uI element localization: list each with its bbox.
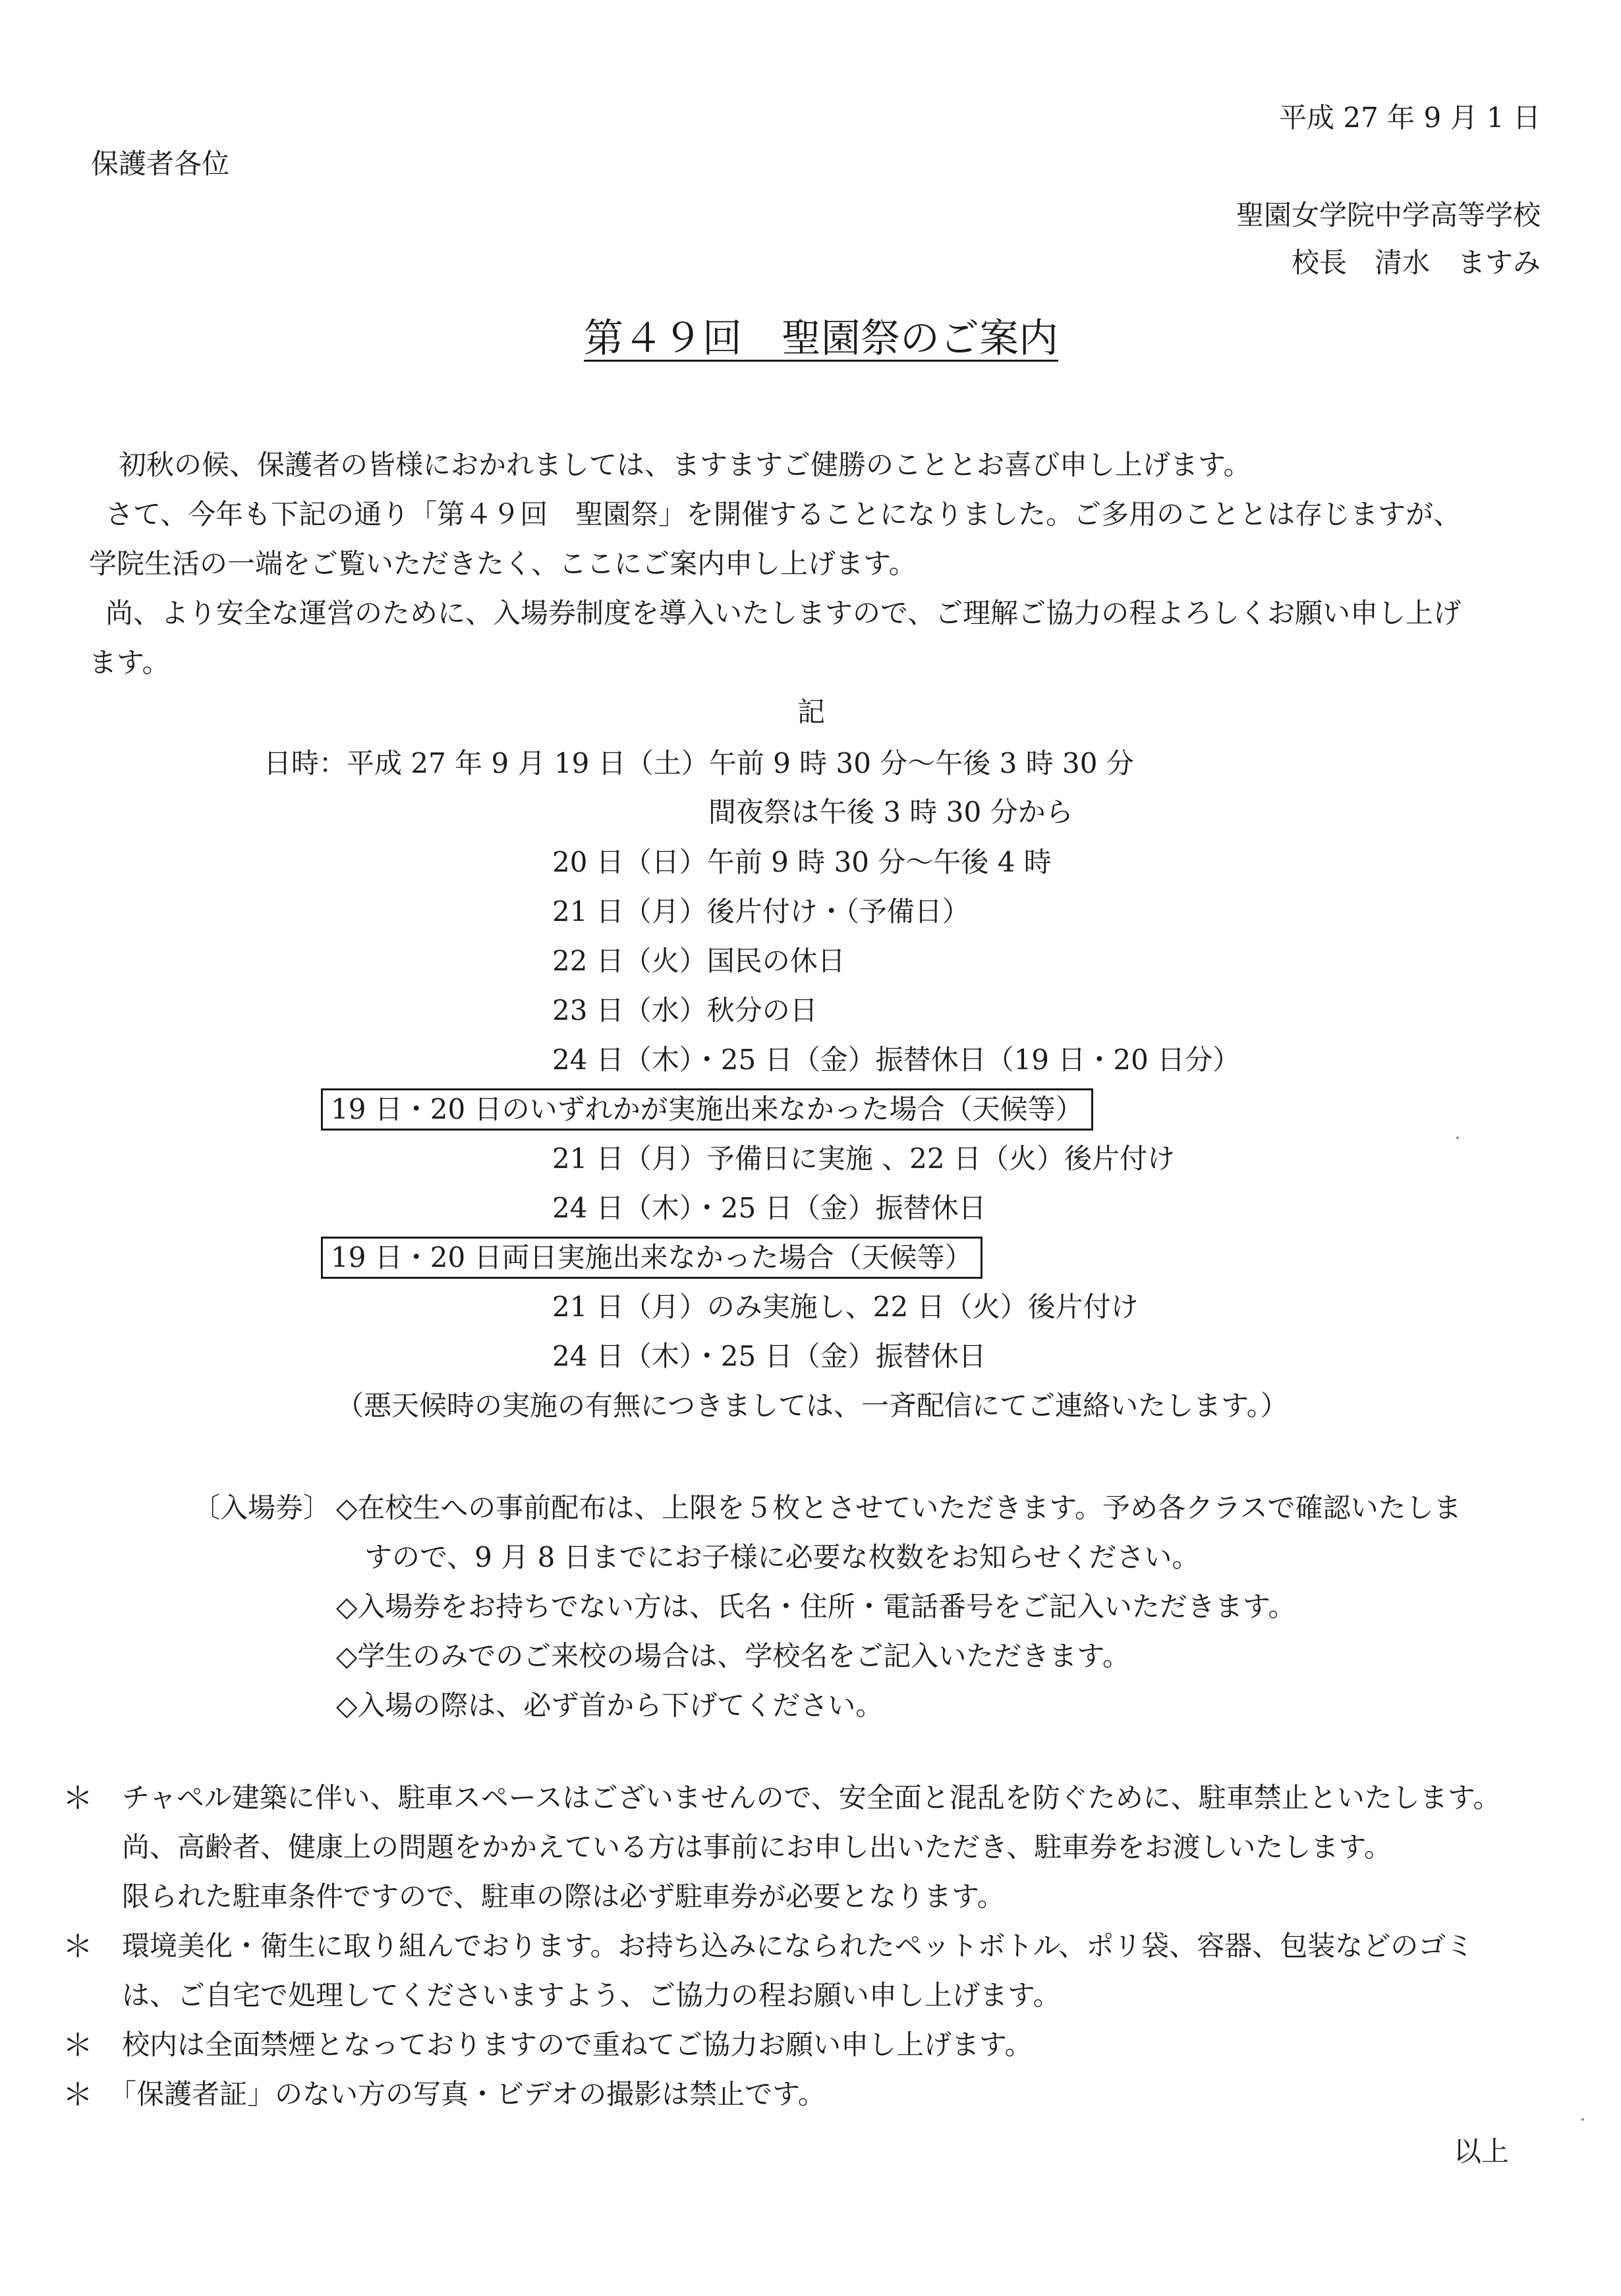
note-bullet-1: ＊ — [63, 1780, 93, 1816]
schedule-day-24-25: 24 日（木）・25 日（金）振替休日（19 日・20 日分） — [552, 1044, 1241, 1076]
schedule-day-23: 23 日（水）秋分の日 — [552, 994, 818, 1026]
note-4: 「保護者証」のない方の写真・ビデオの撮影は禁止です。 — [109, 2078, 826, 2110]
note-bullet-4: ＊ — [63, 2077, 93, 2112]
intro-paragraph-2-line-1: さて、今年も下記の通り「第４９回 聖園祭」を開催することになりました。ご多用のこととは存じますが、 — [105, 498, 1462, 530]
schedule-date-line: 日時：平成 27 年 9 月 19 日（土）午前 9 時 30 分～午後 3 時 30 分 — [264, 747, 1134, 779]
contingency-one-day-line-1: 21 日（月）予備日に実施 、22 日（火）後片付け — [552, 1142, 1175, 1175]
contingency-both-days-line-2: 24 日（木）・25 日（金）振替休日 — [552, 1340, 986, 1372]
scan-speck — [1456, 1136, 1459, 1139]
weather-note: （悪天候時の実施の有無につきましては、一斉配信にてご連絡いたします。） — [336, 1389, 1288, 1422]
intro-paragraph-1: 初秋の候、保護者の皆様におかれましては、ますますご健勝のこととお喜び申し上げます。 — [119, 449, 1251, 481]
ticket-item-2: ◇入場券をお持ちでない方は、氏名・住所・電話番号をご記入いただきます。 — [336, 1590, 1296, 1623]
recipient: 保護者各位 — [91, 148, 230, 180]
note-2-line-1: 環境美化・衛生に取り組んでおります。お持ち込みになられたペットボトル、ポリ袋、容器、包装などのゴミ — [122, 1930, 1474, 1962]
intro-paragraph-2-line-2: 学院生活の一端をご覧いただきたく、ここにご案内申し上げます。 — [89, 547, 917, 580]
note-1-line-1: チャペル建築に伴い、駐車スペースはございませんので、安全面と混乱を防ぐために、駐車禁止といたします。 — [122, 1781, 1501, 1814]
schedule-day-20: 20 日（日）午前 9 時 30 分～午後 4 時 — [552, 846, 1052, 878]
page-title: 第４９回 聖園祭のご案内 — [584, 316, 1058, 362]
contingency-box-one-day: 19 日・20 日のいずれかが実施出来なかった場合（天候等） — [321, 1088, 1093, 1131]
schedule-eve-festival: 間夜祭は午後 3 時 30 分から — [708, 796, 1073, 828]
contingency-both-days-line-1: 21 日（月）のみ実施し、22 日（火）後片付け — [552, 1291, 1139, 1323]
note-bullet-2: ＊ — [63, 1928, 93, 1964]
ticket-item-4: ◇入場の際は、必ず首から下げてください。 — [336, 1689, 884, 1722]
ticket-item-1-line-2: すので、9 月 8 日までにお子様に必要な枚数をお知らせください。 — [364, 1541, 1200, 1573]
document-date: 平成 27 年 9 月 1 日 — [1279, 101, 1541, 134]
ticket-item-3: ◇学生のみでのご来校の場合は、学校名をご記入いただきます。 — [336, 1640, 1130, 1672]
contingency-one-day-line-2: 24 日（木）・25 日（金）振替休日 — [552, 1192, 986, 1224]
note-3: 校内は全面禁煙となっておりますので重ねてご協力お願い申し上げます。 — [122, 2029, 1033, 2061]
ticket-label: 〔入場券〕 — [192, 1492, 331, 1524]
note-1-line-2: 尚、高齢者、健康上の問題をかかえている方は事前にお申し出いただき、駐車券をお渡しいたします。 — [122, 1831, 1392, 1863]
closing-ijou: 以上 — [1453, 2135, 1509, 2168]
schedule-day-21: 21 日（月）後片付け・（予備日） — [552, 895, 970, 928]
ki-heading: 記 — [797, 696, 826, 728]
schedule-day-22: 22 日（火）国民の休日 — [552, 945, 845, 977]
scan-speck — [1581, 2118, 1584, 2121]
principal-name: 校長 清水 ますみ — [1291, 246, 1541, 279]
note-1-line-3: 限られた駐車条件ですので、駐車の際は必ず駐車券が必要となります。 — [122, 1880, 1005, 1913]
note-bullet-3: ＊ — [63, 2027, 93, 2063]
note-2-line-2: は、ご自宅で処理してくださいますよう、ご協力の程お願い申し上げます。 — [122, 1979, 1061, 2011]
intro-paragraph-3-line-1: 尚、より安全な運営のために、入場券制度を導入いたしますので、ご理解ご協力の程よろしくお願い申し上げ — [105, 597, 1462, 629]
contingency-box-both-days: 19 日・20 日両日実施出来なかった場合（天候等） — [321, 1237, 982, 1279]
ticket-item-1-line-1: ◇在校生への事前配布は、上限を５枚とさせていただきます。予め各クラスで確認いたしま — [336, 1492, 1462, 1524]
intro-paragraph-3-line-2: ます。 — [89, 646, 170, 679]
school-name: 聖園女学院中学高等学校 — [1236, 199, 1541, 231]
